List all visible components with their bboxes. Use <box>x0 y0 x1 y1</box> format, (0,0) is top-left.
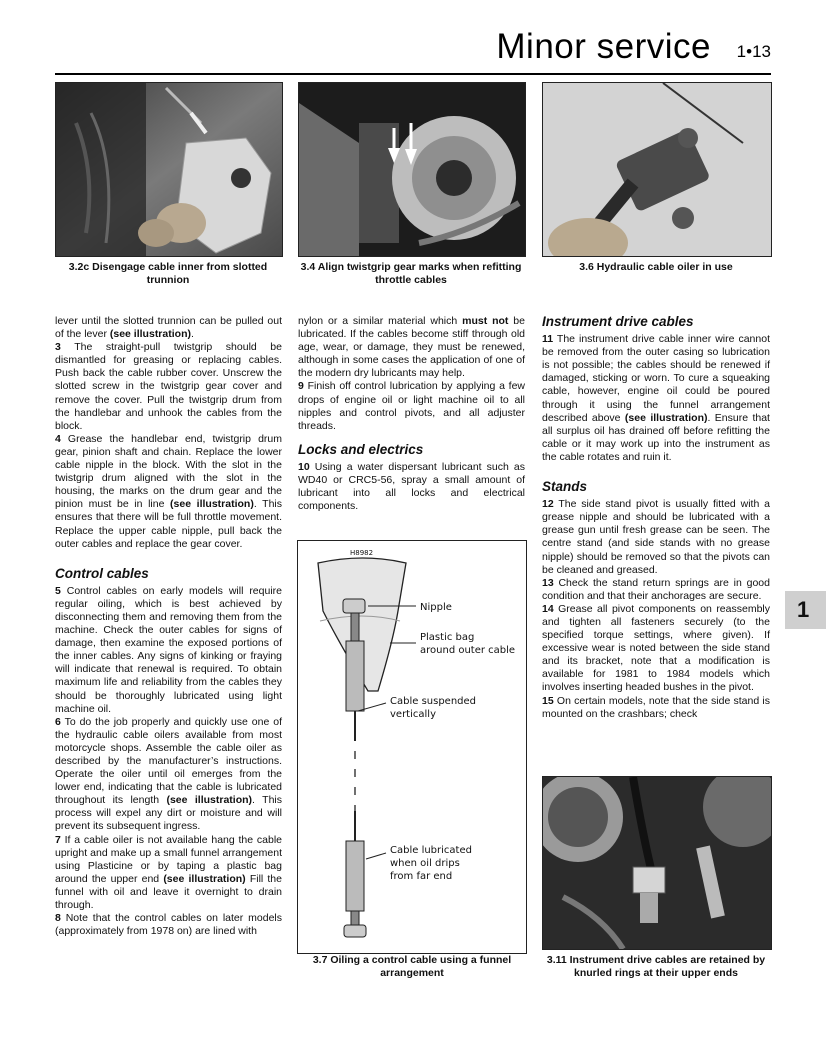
section-heading: Control cables <box>55 565 149 581</box>
diagram-3-7 <box>297 540 527 954</box>
diagram-ref: H8982 <box>350 549 374 557</box>
text-column-3 <box>542 315 770 721</box>
outer-cable <box>346 641 364 711</box>
label-lubricated-3: from far end <box>390 871 453 882</box>
cable-nipple <box>343 599 365 613</box>
paragraph: 6 To do the job properly and quickly use one of the hydraulic cable oilers available from most motorcycle shops. Assemble the cable oiler as described by the manufacturer’s instructions. Operate the oiler until oil emerges from the lower end, indicating that the cable is lubricated throughout its length (see illustration). This process will expel any dirt or moisture and will prevent its subsequent ingress. <box>55 715 282 833</box>
paragraph: 3 The straight-pull twistgrip should be dismantled for greasing or replacing cables. Push back the cable rubber cover. Unscrew the slotted screw in the twistgrip gear cover and remove the cover. Pull the twistgrip drum from the handlebar and unhook the cables from the block. <box>55 341 282 432</box>
label-lubricated-2: when oil drips <box>390 858 460 869</box>
paragraph: 15 On certain models, note that the side stand is mounted on the crashbars; check <box>542 694 770 720</box>
section-heading: Locks and electrics <box>298 441 424 457</box>
photo-3-11 <box>542 776 772 950</box>
section-tab: 1 <box>785 591 826 629</box>
photo-3-6 <box>542 82 772 257</box>
chapter-title: Minor service <box>496 27 711 66</box>
label-bag-2: around outer cable <box>420 645 516 656</box>
caption-3-11: 3.11 Instrument drive cables are retained by knurled rings at their upper ends <box>546 954 766 979</box>
paragraph: 14 Grease all pivot components on reassembly and tighten all fasteners securely (to the specified torque settings, where given). If excessive wear is noted between the side stand and its bracket, note that a modification is available for 1981 to 1984 models which involves inserting headed bushes in the pivot. <box>542 602 770 694</box>
paragraph: lever until the slotted trunnion can be pulled out of the lever (see illustration). <box>55 315 282 341</box>
page-number: 1•13 <box>736 42 771 61</box>
caption-3-2c: 3.2c Disengage cable inner from slotted trunnion <box>68 261 268 286</box>
label-bag-1: Plastic bag <box>420 632 475 643</box>
paragraph: 7 If a cable oiler is not available hang the cable upright and make up a small funnel arrangement using Plasticine or by taping a plastic bag around the upper end (see illustration) Fill the funnel with oil and leave it overnight to drain through. <box>55 833 282 912</box>
paragraph: 11 The instrument drive cable inner wire cannot be removed from the outer casing so lubrication is not possible; the cables should be renewed if damaged, sticking or worn. To cure a squeaking cable, however, engine oil could be poured through it using the funnel arrangement described above (see illustration). Ensure that all surplus oil has drained off before refitting the cable or it may work up into the instrument as the cable rotates and ruin it. <box>542 333 770 463</box>
paragraph: 5 Control cables on early models will require regular oiling, which is best achieved by disconnecting them and removing them from the machine. Check the outer cables for signs of damage, then examine the exposed portions of the inner cables. Any signs of kinking or fraying will indicate that renewal is required. To obtain maximum life and reliability from the cables they should be thoroughly lubricated using light machine oil. <box>55 584 282 715</box>
paragraph: 9 Finish off control lubrication by applying a few drops of engine oil or light machine oil to all nipples and control pivots, and all adjuster threads. <box>298 380 525 432</box>
caption-3-7: 3.7 Oiling a control cable using a funnel arrangement <box>312 954 512 979</box>
text-column-1 <box>55 315 282 938</box>
section-heading: Stands <box>542 479 588 495</box>
caption-3-4: 3.4 Align twistgrip gear marks when refitting throttle cables <box>300 261 522 286</box>
paragraph: 8 Note that the control cables on later models (approximately from 1978 on) are lined with <box>55 912 282 938</box>
section-heading: Instrument drive cables <box>542 314 694 329</box>
label-nipple: Nipple <box>420 602 452 613</box>
paragraph: 13 Check the stand return springs are in good condition and that their anchorages are secure. <box>542 576 770 602</box>
text-column-2 <box>298 315 525 513</box>
paragraph: 12 The side stand pivot is usually fitted with a grease nipple and should be lubricated with a grease gun until fresh grease can be seen. The centre stand (and side stands with no grease nipple) should be removed so that the pivots can be cleaned and greased. <box>542 498 770 576</box>
label-lubricated-1: Cable lubricated <box>390 845 472 856</box>
label-suspended-1: Cable suspended <box>390 696 477 707</box>
page-header <box>55 25 771 75</box>
label-suspended-2: vertically <box>390 709 436 720</box>
paragraph: nylon or a similar material which must not be lubricated. If the cables become stiff through old age, wear, or damage, they must be renewed, although in some cases the application of one of the modern dry lubricants may help. <box>298 315 525 380</box>
paragraph: 4 Grease the handlebar end, twistgrip drum gear, pinion shaft and chain. Replace the lower cable nipple in the block. With the slot in the twistgrip drum aligned with the slot in the housing, the marks on the drum gear and the pinion must be in line (see illustration). This ensures that there will be full throttle movement. Replace the upper cable nipple, pull back the outer cables and replace the gear cover. <box>55 432 283 550</box>
paragraph: 10 Using a water dispersant lubricant such as WD40 or CRC5-56, spray a small amount of lubricant into all locks and electrical components. <box>298 460 525 513</box>
photo-3-4 <box>298 82 526 257</box>
photo-3-2c <box>55 82 283 257</box>
caption-3-6: 3.6 Hydraulic cable oiler in use <box>579 261 733 273</box>
